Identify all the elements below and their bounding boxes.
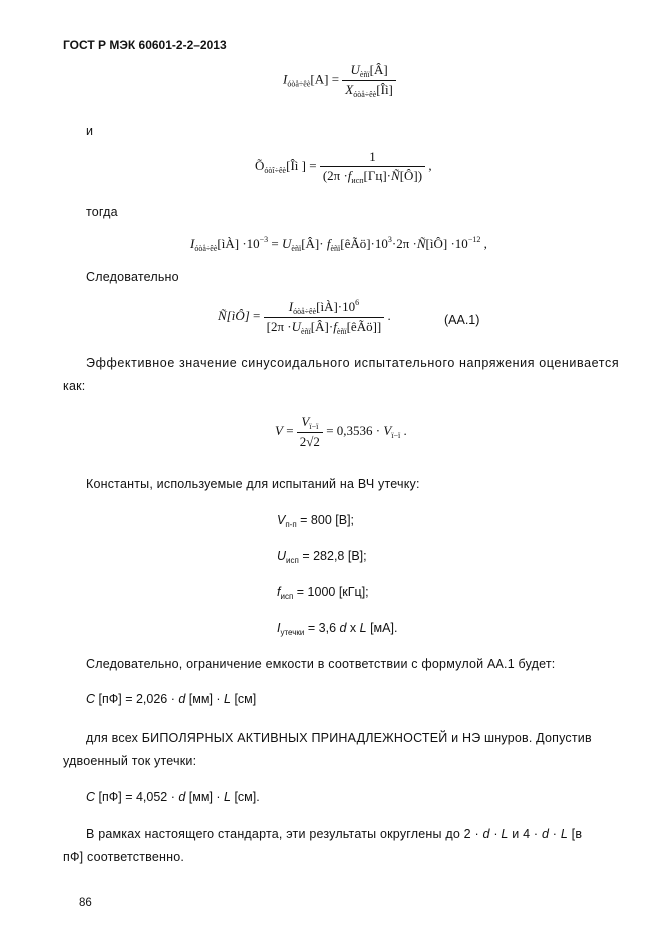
paragraph-bipolar-line1: для всех БИПОЛЯРНЫХ АКТИВНЫХ ПРИНАДЛЕЖНОСТЕЙ и НЭ шнуров. Допустив	[86, 731, 592, 745]
equation-rms-voltage: V = $\frac{V_{ï-ï}}{2√2}$ = $0,3536 \cdot V_{ï-ï}$ .	[275, 414, 407, 449]
equation-aa1: Ñ[ìÔ] = $\frac{I_{óòå\div êè}[ìÀ]\cdot 10^6}{[2\pi \cdot U_{èñï}[Â]\cdot f_{èñï}[êÃö]]}$ .	[218, 298, 391, 336]
equation-combined: $I_{óòå\div êè}[ìÀ] \cdot 10^{-3}$ = $U_{èñï}[Â]\cdot$ $f_{èñï}[êÃö]\cdot 10^3\cdot 2\pi$ ·Ñ[ìÔ] $\cdot 10^{-12}$ ,	[190, 235, 487, 253]
constant-f-test: $f_{исп} = 1000$ [кГц];	[277, 585, 369, 601]
paragraph-constants-intro: Константы, используемые для испытаний на ВЧ утечку:	[86, 477, 420, 491]
paragraph-rounding-line2: пФ] соответственно.	[63, 850, 185, 864]
word-then: тогда	[86, 205, 118, 219]
constant-v-pp: $V_{п-п} = 800$ [В];	[277, 513, 355, 529]
paragraph-rounding-line1: В рамках настоящего стандарта, эти результаты округлены до 2 · d · L и 4 · d · L [в	[86, 827, 583, 841]
paragraph-effective-value-line2: как:	[63, 379, 86, 393]
paragraph-effective-value-line1: Эффективное значение синусоидального испытательного напряжения оценивается	[86, 356, 620, 370]
document-header: ГОСТ Р МЭК 60601-2-2–2013	[63, 38, 227, 52]
word-therefore: Следовательно	[86, 270, 179, 284]
equation-reactance: $Õ_{óòî\div êè}[Îì$ ] = $\frac{1}{(2\pi \cdot f_{исп}[Гц]\cdot Ñ[Ô])}$ ,	[255, 149, 432, 185]
word-and: и	[86, 124, 94, 138]
constant-u-test: $U_{исп} = 282,8$ [В];	[277, 549, 367, 565]
formula-capacitance-single: C [пФ] = 2,026 · d [мм] · L [см]	[86, 692, 257, 706]
constant-i-leakage: $I_{утечки} = 3,6$ d x L [мА].	[277, 621, 398, 637]
paragraph-capacitance-limit: Следовательно, ограничение емкости в соответствии с формулой АА.1 будет:	[86, 657, 556, 671]
equation-leakage-current: $I_{óòå\div êè}[A]$ = $\frac{U_{èñï}[Â]}{X_{óòå\div êè}[Îì]}$	[283, 62, 396, 99]
equation-label-aa1: (AA.1)	[444, 313, 480, 327]
page-number: 86	[79, 897, 92, 909]
formula-capacitance-double: C [пФ] = 4,052 · d [мм] · L [см].	[86, 790, 260, 804]
paragraph-bipolar-line2: удвоенный ток утечки:	[63, 754, 197, 768]
